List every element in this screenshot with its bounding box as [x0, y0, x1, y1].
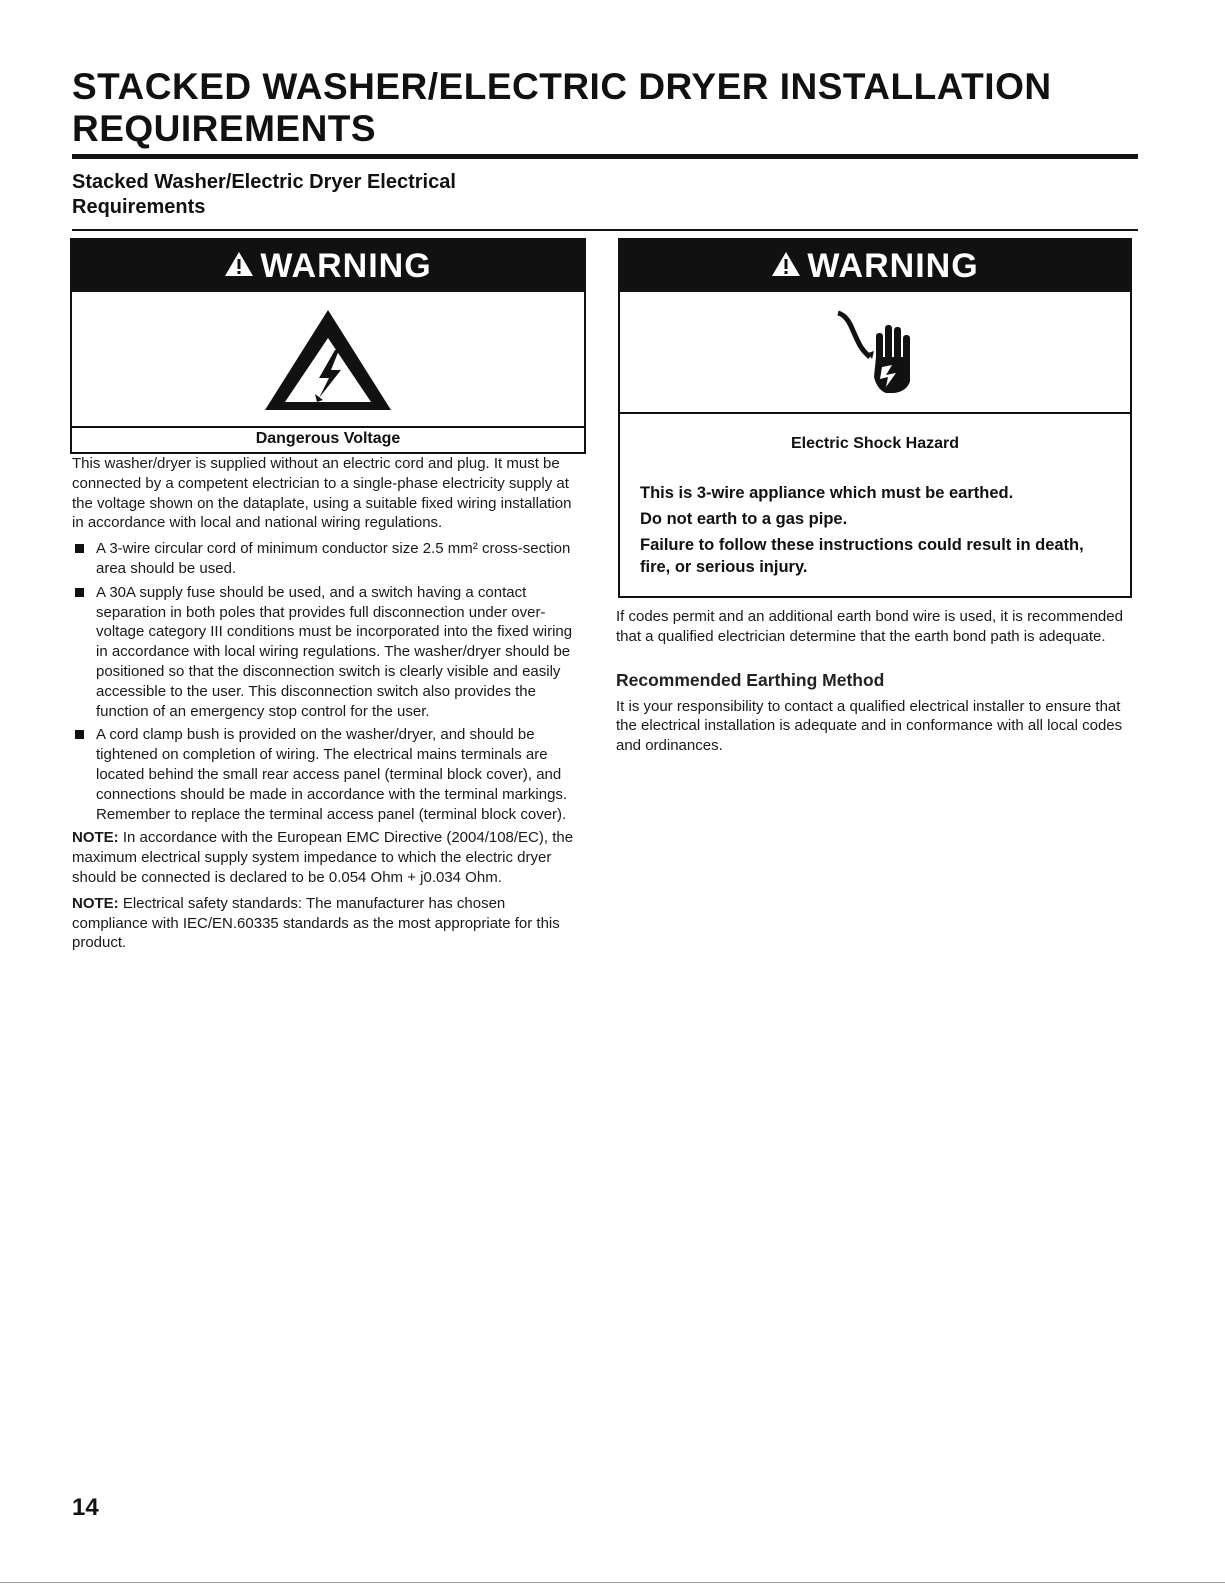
- warning-box-dangerous-voltage: [70, 238, 586, 454]
- note-text: Electrical safety standards: The manufacturer has chosen compliance with IEC/EN.60335 standards as the most appropriate for this product.: [72, 894, 560, 952]
- right-column: [616, 607, 1126, 762]
- warning-header: [72, 240, 584, 292]
- earthing-method-paragraph: It is your responsibility to contact a qualified electrical installer to ensure that the electrical installation is adequate and in conformance with all local codes and ordinances.: [616, 697, 1123, 755]
- warning-box-electric-shock: [618, 238, 1132, 598]
- note-paragraph: [72, 828, 584, 887]
- warning-triangle-icon: [771, 247, 801, 286]
- bullet-icon: [75, 588, 84, 597]
- note-label: NOTE:: [72, 894, 119, 912]
- warning-header: [620, 240, 1130, 292]
- requirements-list: [72, 539, 584, 824]
- list-item-text: A 3-wire circular cord of minimum conductor size 2.5 mm² cross-section area should be used.: [96, 540, 571, 577]
- list-item-text: A 30A supply fuse should be used, and a switch having a contact separation in both poles that provides full disconnection under over-voltage category III conditions must be incorporated into the fixed wiring in accordance with local wiring regulations. The washer/dryer should be positioned so that the disconnection switch is clearly visible and easily accessible to the user. This disconnection switch also provides the function of an emergency stop control for the user.: [96, 583, 573, 720]
- warning-header-text: WARNING: [807, 246, 979, 285]
- note-paragraph: [72, 894, 584, 953]
- list-item-text: A cord clamp bush is provided on the washer/dryer, and should be tightened on completion of wiring. The electrical mains terminals are located behind the small rear access panel (terminal block cover), and connections should be made in accordance with the terminal markings. Remember to replace the terminal access panel (terminal block cover).: [96, 726, 568, 823]
- warning-line: This is 3-wire appliance which must be earthed.: [640, 484, 1014, 502]
- electric-shock-hand-icon: [620, 294, 1130, 412]
- hazard-label: Dangerous Voltage: [255, 430, 401, 447]
- warning-divider: [72, 426, 584, 428]
- intro-paragraph: If codes permit and an additional earth bond wire is used, it is recommended that a qualified electrician determine that the earth bond path is adequate.: [616, 608, 1123, 645]
- bullet-icon: [75, 730, 84, 739]
- warning-header-text: WARNING: [260, 246, 432, 285]
- warning-line: Do not earth to a gas pipe.: [640, 510, 848, 528]
- hazard-label: Electric Shock Hazard: [790, 435, 960, 452]
- section-heading: Stacked Washer/Electric Dryer Electrical Requirements: [72, 171, 456, 218]
- intro-paragraph: This washer/dryer is supplied without an electric cord and plug. It must be connected by a competent electrician to a single-phase electricity supply at the voltage shown on the dataplate, using a suitable fixed wiring installation in accordance with local and national wiring regulations.: [72, 455, 572, 532]
- warning-triangle-icon: [224, 247, 254, 286]
- page-title: STACKED WASHER/ELECTRIC DRYER INSTALLATION REQUIREMENTS: [72, 66, 1052, 149]
- list-item: [72, 583, 584, 722]
- note-label: NOTE:: [72, 829, 119, 847]
- warning-line: Failure to follow these instructions could result in death, fire, or serious injury.: [640, 536, 1084, 576]
- title-rule: [72, 154, 1138, 159]
- bullet-icon: [75, 544, 84, 553]
- section-rule: [72, 229, 1138, 231]
- dangerous-voltage-icon: [72, 294, 584, 426]
- bottom-rule: [0, 1582, 1225, 1583]
- note-text: In accordance with the European EMC Directive (2004/108/EC), the maximum electrical supply system impedance to which the electric dryer should be connected is declared to be 0.054 Ohm + j0.034 Ohm.: [72, 829, 574, 886]
- list-item: [72, 539, 584, 579]
- warning-instructions: [640, 482, 1110, 582]
- earthing-method-heading: Recommended Earthing Method: [616, 669, 885, 690]
- page-number: 14: [72, 1494, 99, 1521]
- list-item: [72, 725, 584, 824]
- left-column: [72, 454, 584, 959]
- warning-divider: [620, 412, 1130, 414]
